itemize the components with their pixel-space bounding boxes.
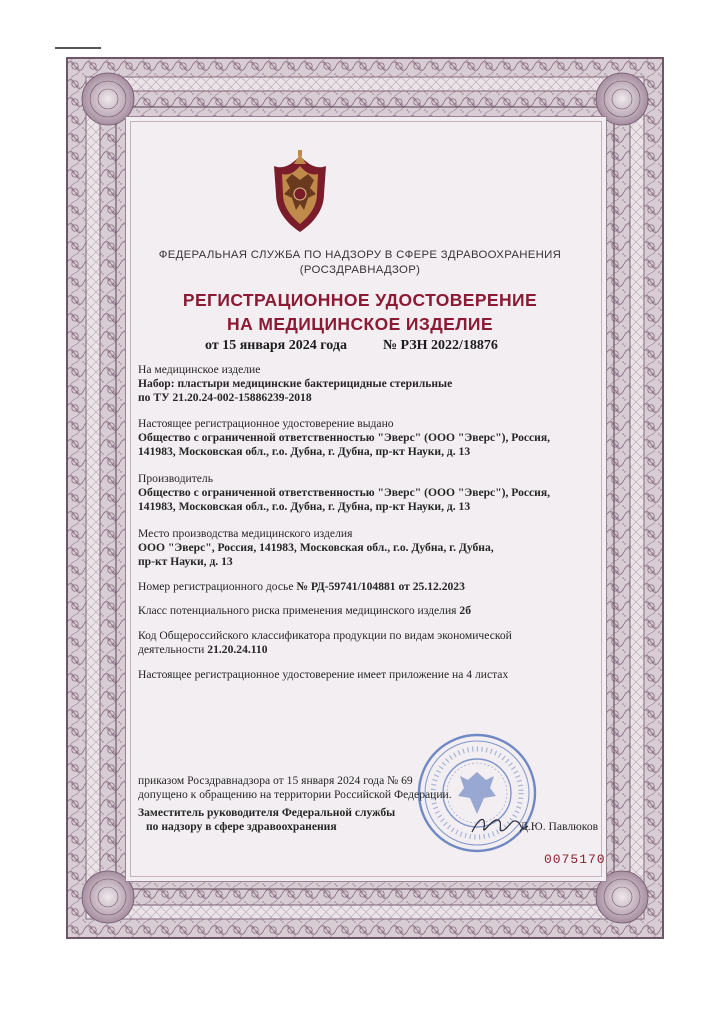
document-title-line2: НА МЕДИЦИНСКОЕ ИЗДЕЛИЕ bbox=[227, 314, 493, 334]
certificate-date: от 15 января 2024 года bbox=[205, 338, 347, 353]
device-label: На медицинское изделие bbox=[138, 363, 261, 376]
signer-title-line2: по надзору в сфере здравоохранения bbox=[146, 820, 337, 833]
dossier-value: № РД-59741/104881 от 25.12.2023 bbox=[296, 580, 465, 593]
order-line: приказом Росздравнадзора от 15 января 2024 года № 69 bbox=[138, 774, 413, 787]
dossier-line bbox=[138, 580, 465, 594]
agency-name: ФЕДЕРАЛЬНАЯ СЛУЖБА ПО НАДЗОРУ В СФЕРЕ ЗДРАВООХРАНЕНИЯ bbox=[158, 249, 562, 261]
document-title-line1: РЕГИСТРАЦИОННОЕ УДОСТОВЕРЕНИЕ bbox=[182, 290, 538, 310]
manufacturer-line1: Общество с ограниченной ответственностью "Эверс" (ООО "Эверс"), Россия, bbox=[138, 486, 551, 499]
device-name: Набор: пластыри медицинские бактерицидные стерильные bbox=[138, 377, 453, 390]
signer-title-line1: Заместитель руководителя Федеральной службы bbox=[138, 806, 396, 819]
manufacturer-line2: 141983, Московская обл., г.о. Дубна, г. Дубна, пр-кт Науки, д. 13 bbox=[138, 500, 471, 513]
issued-line2: 141983, Московская обл., г.о. Дубна, г. Дубна, пр-кт Науки, д. 13 bbox=[138, 445, 471, 458]
dossier-label: Номер регистрационного досье bbox=[138, 580, 294, 593]
issued-line1: Общество с ограниченной ответственностью "Эверс" (ООО "Эверс"), Россия, bbox=[138, 431, 551, 444]
device-spec: по ТУ 21.20.24-002-15886239-2018 bbox=[138, 391, 312, 404]
agency-abbreviation: (РОСЗДРАВНАДЗОР) bbox=[299, 264, 421, 276]
certificate-date-number bbox=[205, 338, 498, 354]
production-site-line1: ООО "Эверс", Россия, 141983, Московская обл., г.о. Дубна, г. Дубна, bbox=[138, 541, 494, 554]
risk-class-label: Класс потенциального риска применения медицинского изделия bbox=[138, 604, 457, 617]
okp-line1: Код Общероссийского классификатора продукции по видам экономической bbox=[138, 629, 512, 642]
appendix-note: Настоящее регистрационное удостоверение имеет приложение на 4 листах bbox=[138, 668, 509, 681]
okp-label: деятельности bbox=[138, 643, 205, 656]
certificate-number: № РЗН 2022/18876 bbox=[382, 338, 498, 353]
production-site-label: Место производства медицинского изделия bbox=[138, 527, 353, 540]
issued-label: Настоящее регистрационное удостоверение выдано bbox=[138, 417, 394, 430]
signer-name: Д.Ю. Павлюков bbox=[520, 820, 599, 833]
okp-line2 bbox=[138, 643, 268, 657]
admitted-line: допущено к обращению на территории Российской Федерации. bbox=[138, 788, 452, 801]
risk-class-line bbox=[138, 604, 471, 618]
manufacturer-label: Производитель bbox=[138, 472, 213, 485]
scan-edge-mark bbox=[55, 47, 101, 49]
okp-value: 21.20.24.110 bbox=[207, 643, 268, 656]
production-site-line2: пр-кт Науки, д. 13 bbox=[138, 555, 233, 568]
serial-number: 0075170 bbox=[544, 852, 606, 867]
coat-of-arms-emblem bbox=[262, 150, 338, 234]
risk-class-value: 2б bbox=[459, 604, 471, 617]
